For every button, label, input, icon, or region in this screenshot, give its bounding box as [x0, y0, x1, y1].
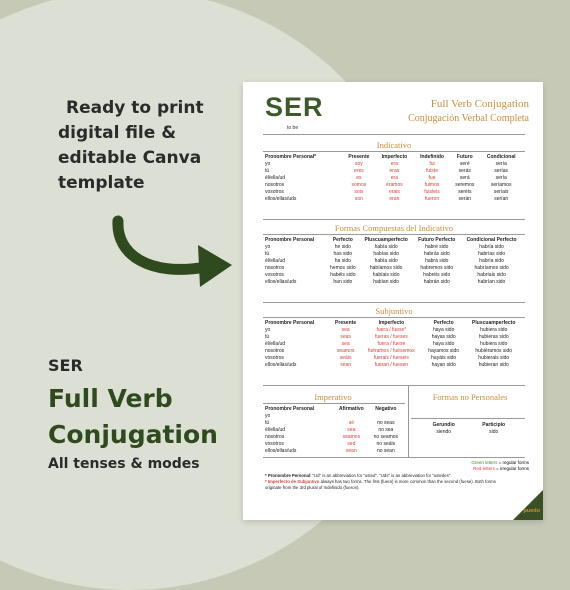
- promo-line: digital file &: [58, 123, 177, 143]
- pronoun: vosotros: [265, 355, 284, 361]
- sheet-title-en: Full Verb Conjugation: [430, 98, 529, 110]
- verb-form: sé: [348, 420, 354, 426]
- divider: [263, 457, 525, 458]
- verb-form: habrías sido: [477, 251, 506, 257]
- brand-corner: [513, 490, 543, 520]
- verb-meaning: to be: [287, 125, 299, 131]
- verb-form: hemos sido: [330, 265, 356, 271]
- divider: [411, 418, 525, 419]
- pronoun: nosotros: [265, 182, 285, 188]
- headline-line-2: Conjugation: [48, 420, 218, 449]
- verb-form: fueran / fuesen: [374, 362, 409, 368]
- pronoun: yo: [265, 161, 271, 167]
- verb-form: [369, 413, 403, 420]
- legend-green-label: Green letters: [471, 460, 498, 465]
- curved-arrow-icon: [110, 215, 240, 295]
- verb-form: hayáis sido: [431, 355, 457, 361]
- column-header: Perfecto: [433, 320, 454, 326]
- headline-line-1: Full Verb: [48, 384, 173, 413]
- verb-form: sea: [347, 427, 356, 433]
- verb-form: seamos: [342, 434, 361, 440]
- verb-form: seríamos: [490, 182, 512, 188]
- verb-form: hubiera sido: [480, 341, 508, 347]
- verb-form: fui: [429, 161, 435, 167]
- verb-form: sed: [347, 441, 356, 447]
- verb-form: fue: [428, 175, 436, 181]
- section-title-imperativo: Imperativo: [314, 392, 352, 402]
- pronoun: ellos/ellas/uds: [265, 279, 297, 285]
- verb-form: hayan sido: [431, 362, 456, 368]
- pronoun: ellos/ellas/uds: [265, 362, 297, 368]
- no-personales-table: [419, 422, 519, 436]
- section-title-indicativo: Indicativo: [376, 140, 412, 150]
- verb-form: sido: [489, 429, 499, 435]
- verb-form: no seas: [377, 420, 395, 426]
- pronoun: tú: [265, 251, 270, 257]
- pronoun: yo: [265, 244, 271, 250]
- promo-line: editable Canva: [58, 148, 202, 168]
- column-header: Imperfecto: [378, 320, 405, 326]
- column-header: Imperfecto: [381, 154, 408, 160]
- pronoun: vosotros: [265, 272, 284, 278]
- verb-form: fuera / fuese*: [376, 327, 407, 333]
- verb-form: seré: [459, 161, 470, 167]
- verb-form: habíamos sido: [369, 265, 403, 271]
- verb-form: seáis: [339, 355, 352, 361]
- verb-form: fuera / fuese: [377, 341, 406, 347]
- pronoun-header: Pronombre Personal: [265, 237, 315, 243]
- verb-form: soy: [354, 161, 363, 167]
- pronoun: tú: [265, 334, 270, 340]
- divider: [263, 302, 525, 303]
- verb-form: has sido: [333, 251, 353, 257]
- modes-caption: All tenses & modes: [48, 456, 200, 472]
- verb-form: sea: [341, 341, 350, 347]
- verb-form: hubieran sido: [478, 362, 509, 368]
- verb-form: había sido: [374, 258, 398, 264]
- verb-form: siendo: [436, 429, 452, 435]
- promo-line: Ready to print: [66, 98, 204, 118]
- verb-form: habríais sido: [477, 272, 506, 278]
- verb-form: no seamos: [373, 434, 399, 440]
- section-title-subjuntivo: Subjuntivo: [375, 306, 413, 316]
- verb-form: sean: [345, 448, 357, 454]
- verb-form: habías sido: [373, 251, 399, 257]
- promo-line: template: [58, 173, 145, 193]
- verb-form: sean: [340, 362, 352, 368]
- verb-form: habrán sido: [423, 279, 450, 285]
- verb-form: fuimos: [424, 182, 440, 188]
- column-header: Presente: [348, 154, 370, 160]
- verb-form: era: [390, 161, 399, 167]
- column-header: Indefinido: [420, 154, 444, 160]
- verb-form: había sido: [374, 244, 398, 250]
- verb-form: será: [459, 175, 470, 181]
- pronoun: tú: [265, 420, 270, 426]
- pronoun: yo: [265, 327, 271, 333]
- legend-red: [471, 466, 529, 472]
- verb-form: eres: [354, 168, 364, 174]
- footnote-subjuntivo: [265, 479, 505, 491]
- verb-form: hayas sido: [431, 334, 456, 340]
- pronoun: nosotros: [265, 265, 285, 271]
- verb-form: eran: [389, 196, 400, 202]
- column-header: Perfecto: [332, 237, 353, 243]
- footnotes: [265, 473, 505, 491]
- verb-form: habréis sido: [423, 272, 451, 278]
- verb-form: habíais sido: [372, 272, 400, 278]
- verb-form: éramos: [386, 182, 403, 188]
- sheet-title-es: Conjugación Verbal Completa: [408, 113, 529, 124]
- verb-form: fuiste: [426, 168, 438, 174]
- verb-form: no seáis: [376, 441, 396, 447]
- verb-form: habré sido: [425, 244, 449, 250]
- verb-form: seréis: [458, 189, 472, 195]
- footnote-label: * Pronombre Personal: [265, 473, 311, 478]
- column-header: Futuro: [456, 154, 473, 160]
- pronoun: ellos/ellas/uds: [265, 196, 297, 202]
- vertical-divider: [408, 385, 409, 457]
- section-title-compuestas: Formas Compuestas del Indicativo: [334, 223, 454, 233]
- verb-form: serán: [458, 196, 472, 202]
- verb-form: he sido: [334, 244, 351, 250]
- verb-form: habían sido: [373, 279, 400, 285]
- color-legend: [471, 460, 529, 472]
- pronoun: él/ella/ud: [265, 341, 286, 347]
- pronoun: él/ella/ud: [265, 427, 286, 433]
- verb-form: habría sido: [479, 244, 504, 250]
- pronoun: nosotros: [265, 348, 285, 354]
- verb-form: habrá sido: [425, 258, 449, 264]
- verb-form: habrás sido: [423, 251, 450, 257]
- verb-form: [334, 413, 369, 420]
- verb-form: habríamos sido: [474, 265, 509, 271]
- verb-form: sería: [495, 161, 507, 167]
- pronoun: él/ella/ud: [265, 258, 286, 264]
- column-header: Condicional: [486, 154, 516, 160]
- verb-form: son: [354, 196, 363, 202]
- pronoun-header: Pronombre Personal: [265, 320, 315, 326]
- verb-form: sería: [495, 175, 507, 181]
- pronoun: vosotros: [265, 441, 284, 447]
- verb-form: seas: [340, 334, 351, 340]
- verb-form: erais: [388, 189, 400, 195]
- verb-form: fueras / fueses: [374, 334, 408, 340]
- verb-form: haya sido: [432, 327, 455, 333]
- column-header: Presente: [335, 320, 357, 326]
- legend-red-label: Red letters: [473, 466, 495, 471]
- verb-form: no sea: [378, 427, 394, 433]
- verb-form: haya sido: [432, 341, 455, 347]
- verb-form: habría sido: [479, 258, 504, 264]
- conjugation-sheet: [243, 82, 543, 520]
- verb-form: sois: [354, 189, 364, 195]
- column-header: Gerundio: [432, 422, 455, 428]
- divider: [263, 219, 525, 220]
- verb-form: habrían sido: [477, 279, 506, 285]
- pronoun: tú: [265, 168, 270, 174]
- verb-form: serás: [458, 168, 471, 174]
- divider: [263, 134, 525, 135]
- verb-form: ha sido: [334, 258, 351, 264]
- verb-form: hubiéramos sido: [475, 348, 513, 354]
- indicativo-table: [265, 154, 523, 203]
- column-header: Participio: [482, 422, 506, 428]
- pronoun: yo: [265, 413, 271, 419]
- pronoun: vosotros: [265, 189, 284, 195]
- verb-form: hayamos sido: [428, 348, 460, 354]
- legend-red-text: = irregular forms: [494, 466, 529, 471]
- verb-form: eras: [389, 168, 400, 174]
- verb-form: fuisteis: [424, 189, 440, 195]
- verb-form: fuerais / fueseis: [373, 355, 409, 361]
- divider: [263, 234, 525, 235]
- verb-form: era: [390, 175, 399, 181]
- pronoun-header: Pronombre Personal: [265, 406, 315, 412]
- divider: [263, 317, 525, 318]
- divider: [263, 403, 405, 404]
- column-header: Futuro Perfecto: [418, 237, 456, 243]
- brand-logo: puedo: [523, 508, 540, 514]
- verb-form: es: [356, 175, 362, 181]
- verb-form: habremos sido: [420, 265, 454, 271]
- pronoun: nosotros: [265, 434, 285, 440]
- verb-form: seríais: [493, 189, 509, 195]
- imperativo-table: [265, 406, 403, 455]
- verb-subject: SER: [48, 356, 83, 375]
- verb-form: somos: [351, 182, 367, 188]
- pronoun: él/ella/ud: [265, 175, 286, 181]
- footnote-text: : "Ud" is an abbreviation for "usted". "Uds" is an abbreviation for "ustedes".: [310, 473, 452, 478]
- verb-title: SER: [265, 92, 324, 122]
- verb-form: fueron: [424, 196, 440, 202]
- divider: [263, 151, 525, 152]
- legend-green-text: = regular forms: [497, 460, 529, 465]
- pronoun: ellos/ellas/uds: [265, 448, 297, 454]
- verb-form: no sean: [376, 448, 395, 454]
- verb-form: sea: [341, 327, 350, 333]
- verb-form: hubierais sido: [478, 355, 510, 361]
- promo-text: [58, 96, 248, 196]
- column-header: Afirmativo: [338, 406, 364, 412]
- column-header: Pluscuamperfecto: [472, 320, 516, 326]
- divider: [263, 385, 525, 386]
- column-header: Negativo: [375, 406, 397, 412]
- verb-form: fuéramos / fuésemos: [368, 348, 415, 354]
- section-title-no-personales: Formas no Personales: [432, 392, 508, 402]
- subjuntivo-table: [265, 320, 523, 369]
- column-header: Condicional Perfecto: [466, 237, 517, 243]
- verb-form: han sido: [333, 279, 353, 285]
- pronoun-header: Pronombre Personal*: [265, 154, 317, 160]
- verb-form: habéis sido: [330, 272, 356, 278]
- verb-form: serías: [494, 168, 508, 174]
- footnote-label: * Imperfecto de Subjuntivo: [265, 479, 320, 484]
- verb-form: hubieras sido: [478, 334, 509, 340]
- column-header: Pluscuamperfecto: [364, 237, 408, 243]
- verb-form: hubiera sido: [480, 327, 508, 333]
- verb-form: serían: [494, 196, 509, 202]
- verb-form: seremos: [455, 182, 475, 188]
- verb-form: seamos: [336, 348, 355, 354]
- compuestas-table: [265, 237, 523, 286]
- footnote-text: always has two forms. The first (fuera) is more common than the second (fuese). Both forms originate from the 3rd plural of Indefinido (fueron).: [265, 479, 496, 490]
